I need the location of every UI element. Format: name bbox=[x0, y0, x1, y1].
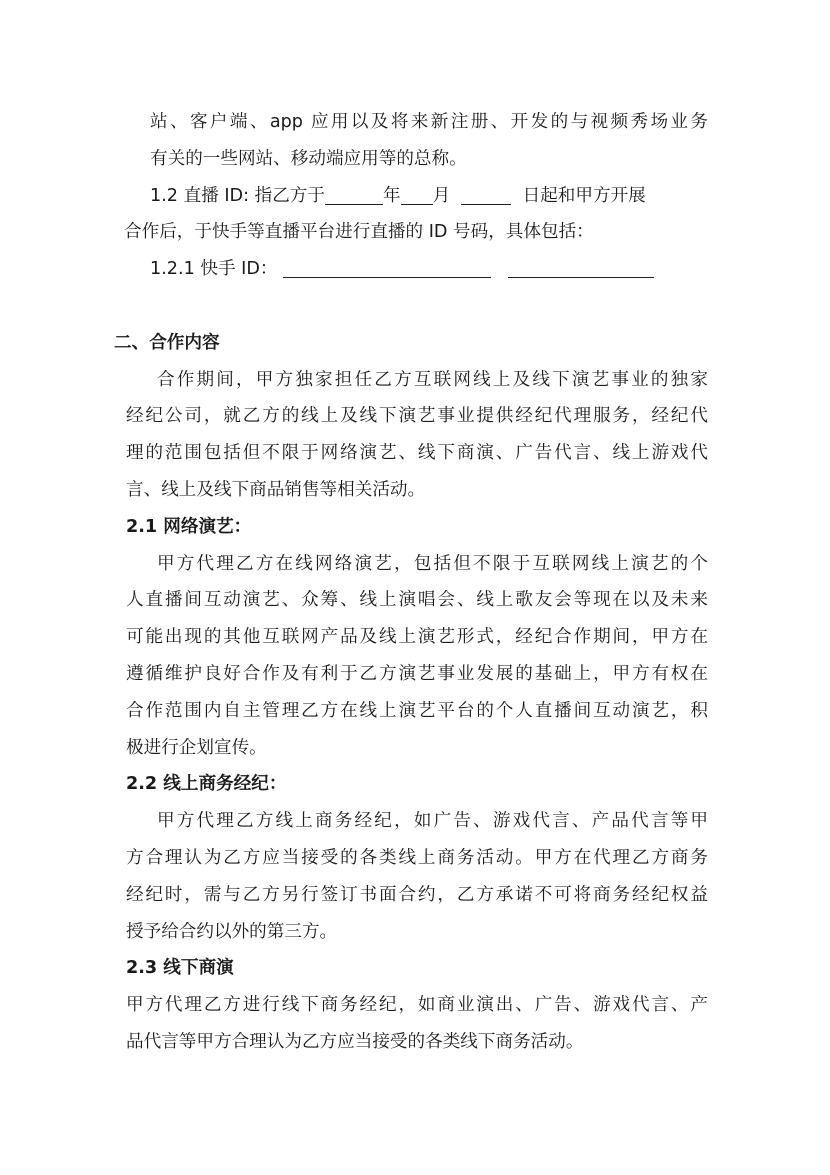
body-line: 可能出现的其他互联网产品及线上演艺形式，经纪合作期间，甲方在 bbox=[126, 627, 708, 648]
body-line: 有关的一些网站、移动端应用等的总称。 bbox=[150, 148, 467, 169]
body-line: 品代言等甲方合理认为乙方应当接受的各类线下商务活动。 bbox=[126, 1031, 584, 1052]
year-blank[interactable] bbox=[325, 182, 383, 205]
body-line: 经纪时，需与乙方另行签订书面合约，乙方承诺不可将商务经纪权益 bbox=[126, 884, 708, 905]
body-line: 遵循维护良好合作及有利于乙方演艺事业发展的基础上，甲方有权在 bbox=[126, 663, 708, 684]
document-page bbox=[114, 104, 708, 1061]
month-label: 月 bbox=[432, 185, 451, 206]
subsection-heading: 2.3 线下商演 bbox=[126, 958, 234, 979]
body-line: 经纪公司，就乙方的线上及线下演艺事业提供经纪代理服务，经纪代 bbox=[126, 406, 708, 427]
body-line: 甲方代理乙方进行线下商务经纪，如商业演出、广告、游戏代言、产 bbox=[126, 995, 708, 1016]
live-id-prefix: 1.2 直播 ID: 指乙方于 bbox=[150, 185, 325, 206]
body-line: 授予给合约以外的第三方。 bbox=[126, 921, 338, 942]
body-line: 甲方代理乙方线上商务经纪，如广告、游戏代言、产品代言等甲 bbox=[157, 811, 708, 832]
body-line bbox=[95, 214, 708, 251]
body-line: 合作范围内自主管理乙方在线上演艺平台的个人直播间互动演艺，积 bbox=[126, 700, 708, 721]
body-line: 合作期间，甲方独家担任乙方互联网线上及线下演艺事业的独家 bbox=[157, 369, 708, 390]
live-id-suffix: 日起和甲方开展 bbox=[522, 185, 646, 206]
body-line: 理的范围包括但不限于网络演艺、线下商演、广告代言、线上游戏代 bbox=[126, 443, 708, 464]
body-line: 人直播间互动演艺、众筹、线上演唱会、线上歌友会等现在以及未来 bbox=[126, 590, 708, 611]
kuaishou-id-line bbox=[126, 251, 708, 288]
month-blank[interactable] bbox=[401, 182, 433, 205]
spacer bbox=[126, 288, 708, 325]
body-line: 方合理认为乙方应当接受的各类线上商务活动。甲方在代理乙方商务 bbox=[126, 847, 708, 868]
day-blank[interactable] bbox=[461, 182, 511, 205]
year-label: 年 bbox=[383, 185, 401, 206]
body-line: 言、线上及线下商品销售等相关活动。 bbox=[126, 479, 426, 500]
subsection-heading: 2.2 线上商务经纪： bbox=[126, 774, 287, 795]
kuaishou-id-blank-1[interactable] bbox=[283, 255, 491, 278]
body-line: 极进行企划宣传。 bbox=[126, 737, 267, 758]
body-line: 站、客户端、app 应用以及将来新注册、开发的与视频秀场业务 bbox=[150, 112, 708, 132]
body-line: 甲方代理乙方在线网络演艺，包括但不限于互联网线上演艺的个 bbox=[157, 553, 708, 574]
subsection-heading: 2.1 网络演艺： bbox=[126, 516, 252, 537]
kuaishou-id-label: 1.2.1 快手 ID： bbox=[150, 259, 278, 280]
body-line-text: 合作后，于快手等直播平台进行直播的 ID 号码，具体包括： bbox=[124, 222, 594, 243]
section-heading: 二、合作内容 bbox=[114, 332, 220, 353]
live-id-line bbox=[126, 178, 708, 215]
kuaishou-id-blank-2[interactable] bbox=[508, 255, 654, 278]
